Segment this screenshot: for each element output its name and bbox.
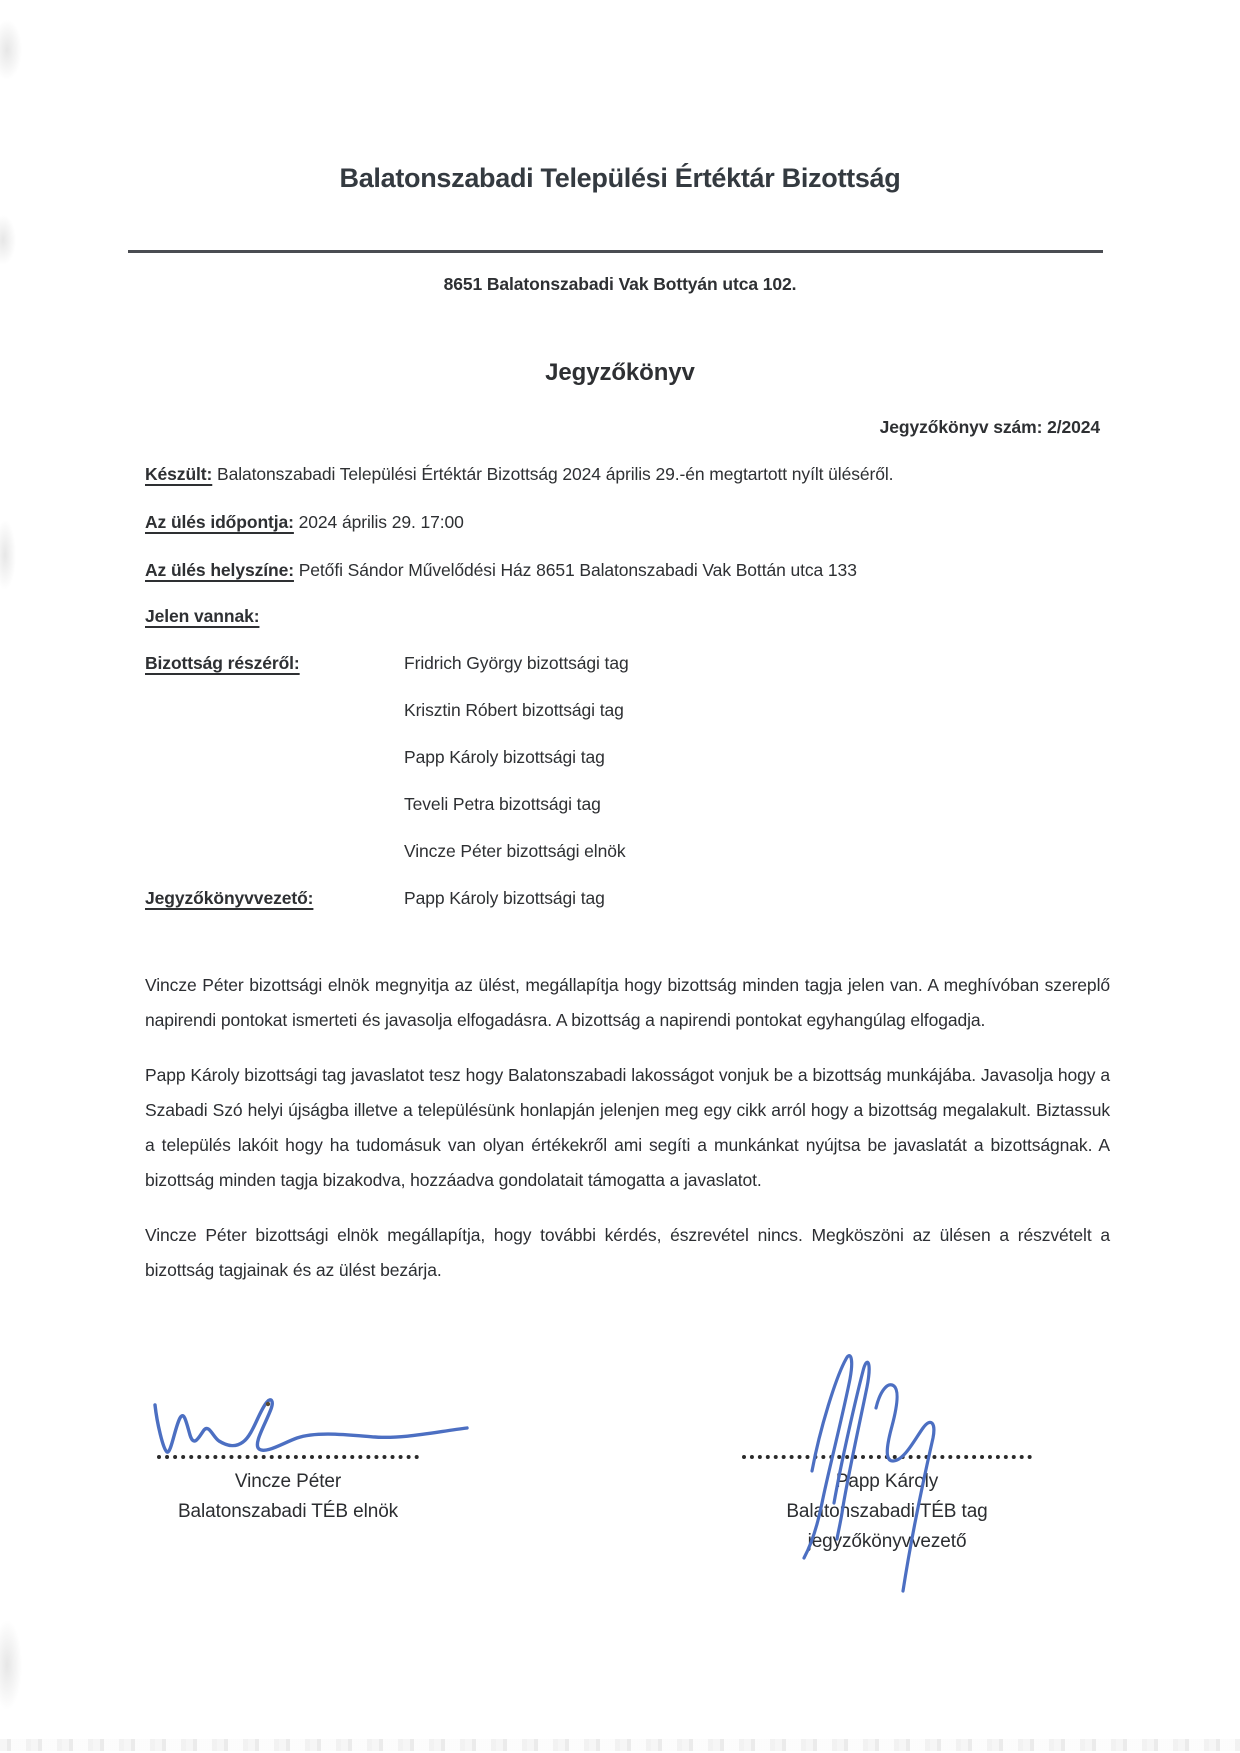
signatory-name: Vincze Péter — [234, 1471, 342, 1492]
attendance-list — [145, 651, 1110, 910]
present-heading — [145, 604, 1240, 628]
attendance-member: Fridrich György bizottsági tag — [404, 653, 629, 673]
signature-block-right — [742, 1455, 1032, 1557]
signature-dotted-line — [157, 1455, 419, 1459]
attendance-member: Vincze Péter bizottsági elnök — [404, 841, 626, 861]
document-heading: Jegyzőkönyv — [545, 359, 695, 386]
attendance-row — [145, 651, 1110, 675]
scan-noise-band — [0, 1739, 1240, 1751]
signature-dotted-line — [742, 1455, 1032, 1459]
meta-value: Balatonszabadi Települési Értéktár Bizottság 2024 április 29.-én megtartott nyílt üléséről. — [217, 464, 894, 484]
body-paragraph: Papp Károly bizottsági tag javaslatot tesz hogy Balatonszabadi lakosságot vonjuk be a bizottság munkájába. Javasolja hogy a Szabadi Szó helyi újságba illetve a településünk honlapján jelenjen meg egy cikk arról hogy a bizottság megalakult. Biztassuk a település lakóit hogy ha tudomásuk van olyan értékekről ami segíti a munkánkat nyújtsa be javaslatát a bizottságnak. A bizottság minden tagja bizakodva, hozzáadva gondolatait támogatta a javaslatot. — [145, 1065, 1110, 1190]
signatory-name: Papp Károly — [835, 1471, 939, 1492]
signature-block-left — [157, 1455, 419, 1527]
meta-row-keszult — [145, 462, 1110, 486]
signatory-role: Balatonszabadi TÉB tag — [786, 1501, 988, 1522]
attendance-row-recorder — [145, 886, 1110, 910]
organization-title: Balatonszabadi Települési Értéktár Bizottság — [339, 163, 901, 193]
recorder-name: Papp Károly bizottsági tag — [404, 888, 605, 908]
meta-label: Az ülés időpontja: — [145, 512, 294, 532]
body-paragraph: Vincze Péter bizottsági elnök megnyitja az ülést, megállapítja hogy bizottság minden tagja jelen van. A meghívóban szereplő napirendi pontokat ismerteti és javasolja elfogadásra. A bizottság a napirendi pontokat egyhangúlag elfogadja. — [145, 975, 1110, 1030]
meta-row-idopontja — [145, 510, 1110, 534]
attendance-member: Teveli Petra bizottsági tag — [404, 794, 601, 814]
meta-value: 2024 április 29. 17:00 — [298, 512, 464, 532]
meta-row-helyszine — [145, 558, 1110, 582]
signatory-role-secondary: jegyzőkönyvvezető — [807, 1531, 967, 1552]
meta-label: Készült: — [145, 464, 213, 484]
organization-address: 8651 Balatonszabadi Vak Bottyán utca 102. — [443, 274, 797, 294]
attendance-member: Krisztin Róbert bizottsági tag — [404, 700, 624, 720]
meta-section — [145, 462, 1110, 582]
signatory-role: Balatonszabadi TÉB elnök — [177, 1501, 399, 1522]
scan-smudge — [0, 1620, 22, 1710]
meta-label: Az ülés helyszíne: — [145, 560, 294, 580]
document-number: Jegyzőkönyv szám: 2/2024 — [879, 417, 1100, 437]
attendance-group-label: Bizottság részéről: — [145, 653, 300, 673]
attendance-member: Papp Károly bizottsági tag — [404, 747, 605, 767]
scan-smudge — [0, 215, 16, 265]
handwritten-signature-ink — [145, 1391, 481, 1473]
recorder-label: Jegyzőkönyvvezető: — [145, 888, 314, 908]
body-paragraph: Vincze Péter bizottsági elnök megállapítja, hogy további kérdés, észrevétel nincs. Megköszöni az ülésen a részvételt a bizottság tagjainak és az ülést bezárja. — [145, 1225, 1110, 1280]
present-label: Jelen vannak: — [145, 606, 260, 626]
attendance-row — [145, 698, 1110, 722]
meta-value: Petőfi Sándor Művelődési Ház 8651 Balatonszabadi Vak Bottán utca 133 — [298, 560, 857, 580]
attendance-row — [145, 792, 1110, 816]
attendance-row — [145, 839, 1110, 863]
header-divider-line — [128, 250, 1103, 253]
minutes-body — [145, 968, 1110, 1288]
scan-smudge — [0, 520, 16, 590]
attendance-row — [145, 745, 1110, 769]
